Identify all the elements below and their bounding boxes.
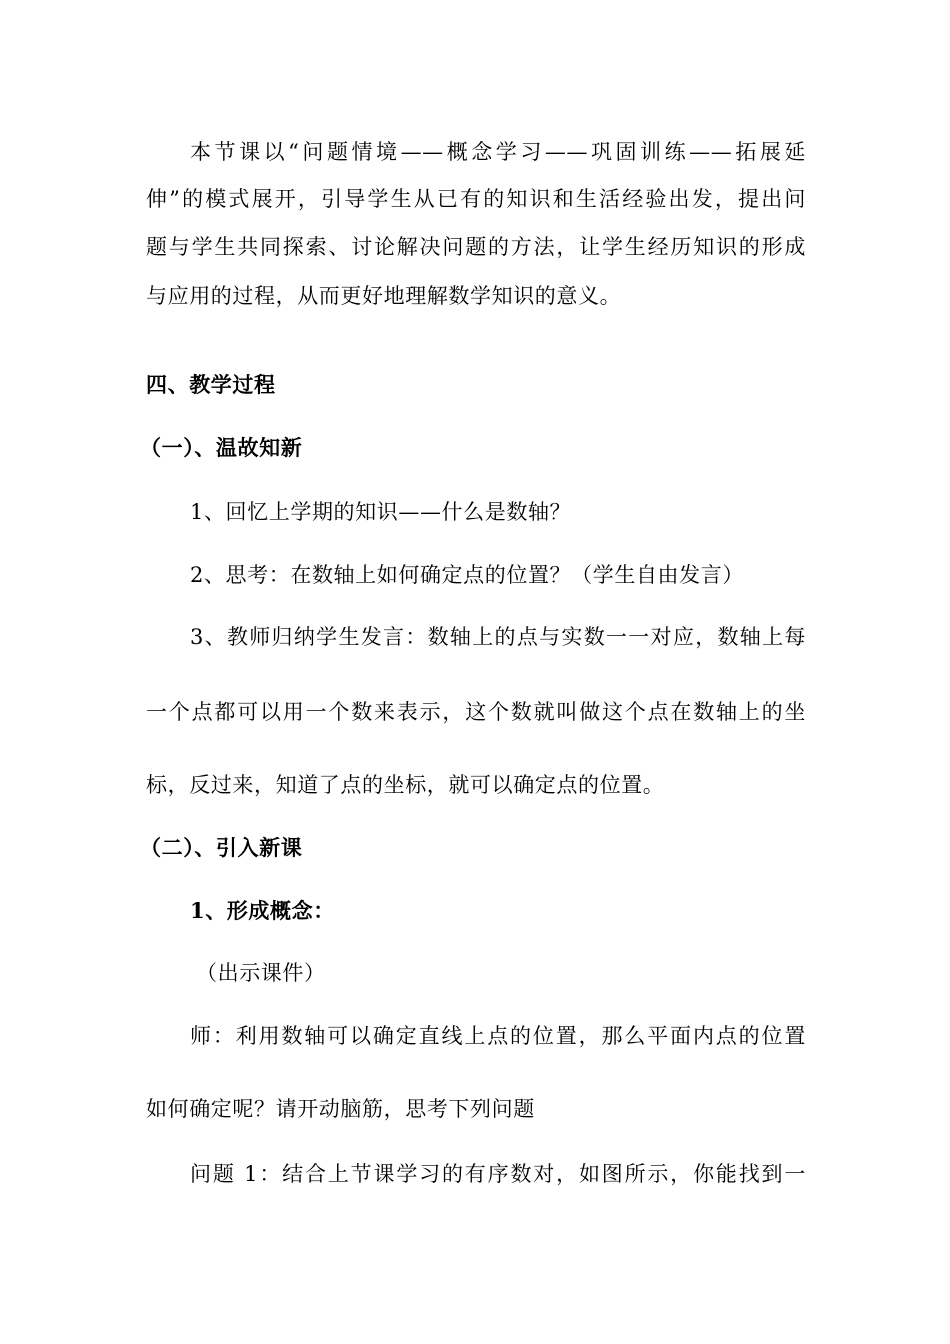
question-1-line: 问题 1：结合上节课学习的有序数对，如图所示，你能找到一 — [190, 1162, 806, 1186]
subsection-heading-review: （一）、温故知新 — [140, 435, 303, 460]
review-item-3-line-3: 标，反过来，知道了点的坐标，就可以确定点的位置。 — [146, 773, 665, 797]
review-item-2: 2、思考：在数轴上如何确定点的位置？（学生自由发言） — [190, 563, 744, 587]
teacher-remark-line-2: 如何确定呢？请开动脑筋，思考下列问题 — [146, 1097, 535, 1121]
show-courseware-note: （出示课件） — [196, 961, 326, 985]
intro-paragraph-line-1: 本节课以“问题情境——概念学习——巩固训练——拓展延 — [190, 140, 806, 164]
intro-paragraph-line-3: 题与学生共同探索、讨论解决问题的方法，让学生经历知识的形成 — [146, 235, 806, 259]
review-item-3-line-1: 3、教师归纳学生发言：数轴上的点与实数一一对应，数轴上每 — [190, 625, 806, 649]
intro-paragraph-line-4: 与应用的过程，从而更好地理解数学知识的意义。 — [146, 284, 622, 308]
review-item-3-line-2: 一个点都可以用一个数来表示，这个数就叫做这个点在数轴上的坐 — [146, 700, 806, 724]
review-item-1: 1、回忆上学期的知识——什么是数轴？ — [190, 500, 572, 524]
concept-heading: 1、形成概念： — [190, 898, 335, 923]
subsection-heading-new-lesson: （二）、引入新课 — [140, 835, 303, 860]
teacher-remark-line-1: 师：利用数轴可以确定直线上点的位置，那么平面内点的位置 — [190, 1024, 806, 1048]
intro-paragraph-line-2: 伸”的模式展开，引导学生从已有的知识和生活经验出发，提出问 — [146, 187, 806, 211]
section-heading-teaching-process: 四、教学过程 — [146, 372, 276, 397]
